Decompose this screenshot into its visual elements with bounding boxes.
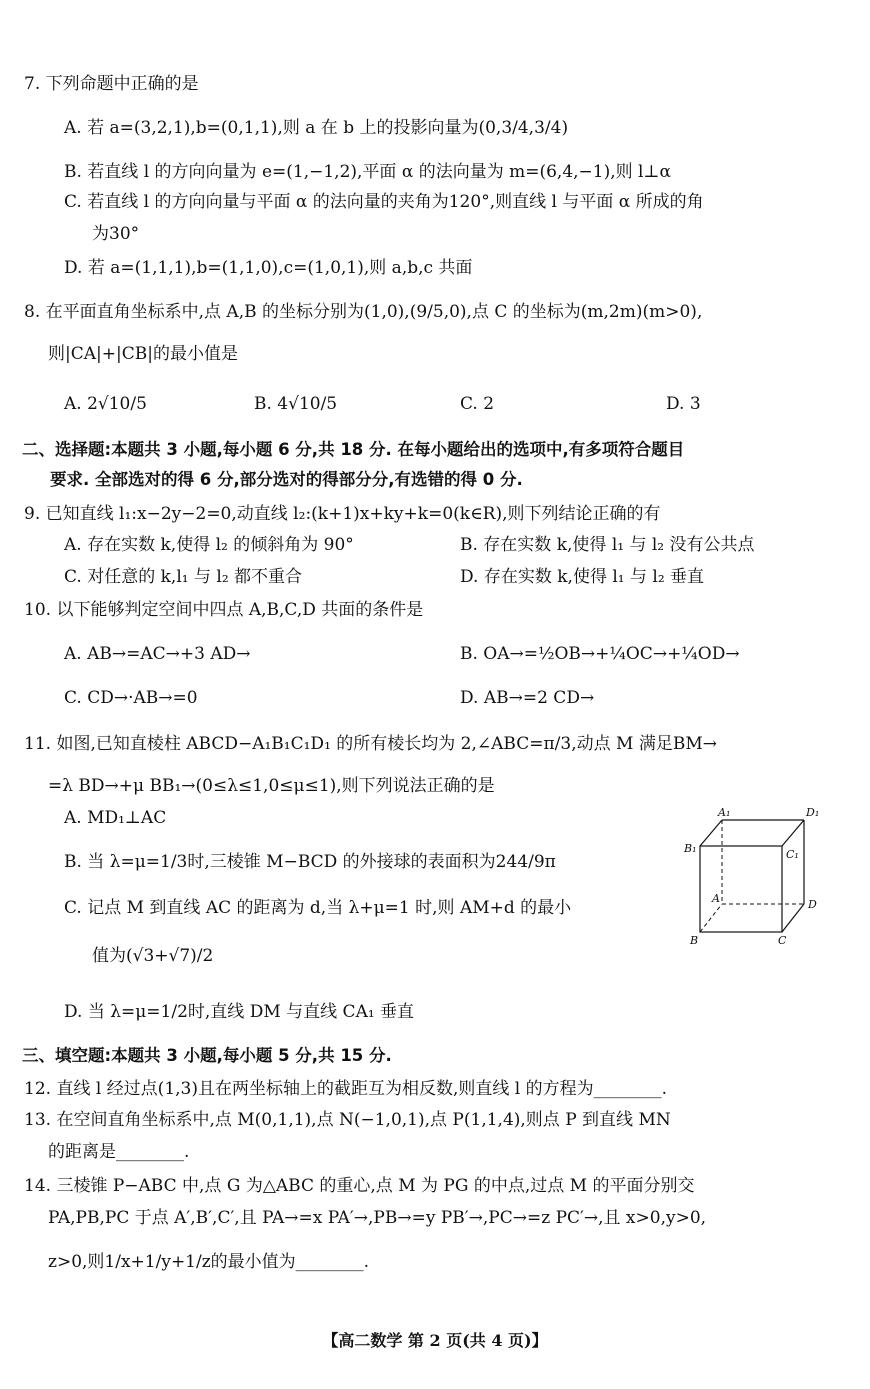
q11-option-d: D. 当 λ=μ=1/2时,直线 DM 与直线 CA₁ 垂直 xyxy=(64,1002,415,1022)
vertex-c-label: C xyxy=(778,934,787,946)
q8-option-b: B. 4√10/5 xyxy=(254,394,338,414)
q9-option-d: D. 存在实数 k,使得 l₁ 与 l₂ 垂直 xyxy=(460,567,705,587)
vertex-a-label: A xyxy=(712,892,720,905)
q7-option-c-cont: 为30° xyxy=(92,224,140,244)
q11-stem: 11. 如图,已知直棱柱 ABCD−A₁B₁C₁D₁ 的所有棱长均为 2,∠ABC=π/3,动点 M 满足BM→ xyxy=(24,734,717,754)
q13-stem-cont: 的距离是________. xyxy=(48,1142,190,1162)
page-footer: 【高二数学 第 2 页(共 4 页)】 xyxy=(322,1331,548,1350)
q7-option-b: B. 若直线 l 的方向向量为 e=(1,−1,2),平面 α 的法向量为 m=(6,4,−1),则 l⊥α xyxy=(64,162,671,182)
q14-stem-cont-1: PA,PB,PC 于点 A′,B′,C′,且 PA→=x PA′→,PB→=y PB′→,PC→=z PC′→,且 x>0,y>0, xyxy=(48,1208,707,1228)
q8-option-a: A. 2√10/5 xyxy=(64,394,147,414)
section-2-heading: 二、选择题:本题共 3 小题,每小题 6 分,共 18 分. 在每小题给出的选项中,有多项符合题目 xyxy=(22,440,685,459)
q11-option-c-cont: 值为(√3+√7)/2 xyxy=(92,946,214,966)
q9-stem: 9. 已知直线 l₁:x−2y−2=0,动直线 l₂:(k+1)x+ky+k=0(k∈R),则下列结论正确的有 xyxy=(24,504,661,524)
q7-option-a: A. 若 a=(3,2,1),b=(0,1,1),则 a 在 b 上的投影向量为(0,3/4,3/4) xyxy=(64,118,569,138)
q10-option-d: D. AB→=2 CD→ xyxy=(460,688,595,708)
q10-option-a: A. AB→=AC→+3 AD→ xyxy=(64,644,251,664)
prism-figure xyxy=(682,806,832,946)
q9-option-a: A. 存在实数 k,使得 l₂ 的倾斜角为 90° xyxy=(64,535,354,555)
q9-option-b: B. 存在实数 k,使得 l₁ 与 l₂ 没有公共点 xyxy=(460,535,755,555)
q12-stem: 12. 直线 l 经过点(1,3)且在两坐标轴上的截距互为相反数,则直线 l 的方程为________. xyxy=(24,1079,668,1099)
vertex-b1-label: B₁ xyxy=(684,842,697,855)
vertex-d-label: D xyxy=(808,898,817,911)
vertex-c1-label: C₁ xyxy=(786,848,799,861)
vertex-d1-label: D₁ xyxy=(806,806,820,819)
section-3-heading: 三、填空题:本题共 3 小题,每小题 5 分,共 15 分. xyxy=(22,1046,392,1065)
q7-option-d: D. 若 a=(1,1,1),b=(1,1,0),c=(1,0,1),则 a,b,c 共面 xyxy=(64,258,473,278)
vertex-a1-label: A₁ xyxy=(718,806,731,819)
q11-option-a: A. MD₁⊥AC xyxy=(64,808,167,828)
q9-option-c: C. 对任意的 k,l₁ 与 l₂ 都不重合 xyxy=(64,567,303,587)
q14-stem-cont-2: z>0,则1/x+1/y+1/z的最小值为________. xyxy=(48,1252,370,1272)
q11-option-c: C. 记点 M 到直线 AC 的距离为 d,当 λ+μ=1 时,则 AM+d 的最小 xyxy=(64,898,572,918)
q11-stem-cont: =λ BD→+μ BB₁→(0≤λ≤1,0≤μ≤1),则下列说法正确的是 xyxy=(48,776,495,796)
q10-option-b: B. OA→=½OB→+¼OC→+¼OD→ xyxy=(460,644,740,664)
q13-stem: 13. 在空间直角坐标系中,点 M(0,1,1),点 N(−1,0,1),点 P(1,1,4),则点 P 到直线 MN xyxy=(24,1110,671,1130)
q8-option-d: D. 3 xyxy=(666,394,701,414)
q11-option-b: B. 当 λ=μ=1/3时,三棱锥 M−BCD 的外接球的表面积为244/9π xyxy=(64,852,556,872)
q10-stem: 10. 以下能够判定空间中四点 A,B,C,D 共面的条件是 xyxy=(24,600,424,620)
q7-stem: 7. 下列命题中正确的是 xyxy=(24,74,199,94)
q14-stem: 14. 三棱锥 P−ABC 中,点 G 为△ABC 的重心,点 M 为 PG 的中点,过点 M 的平面分别交 xyxy=(24,1176,695,1196)
q8-stem: 8. 在平面直角坐标系中,点 A,B 的坐标分别为(1,0),(9/5,0),点 C 的坐标为(m,2m)(m>0), xyxy=(24,302,703,322)
q8-option-c: C. 2 xyxy=(460,394,495,414)
q10-option-c: C. CD→·AB→=0 xyxy=(64,688,198,708)
q7-option-c: C. 若直线 l 的方向向量与平面 α 的法向量的夹角为120°,则直线 l 与平面 α 所成的角 xyxy=(64,192,704,212)
q8-stem-cont: 则|CA|+|CB|的最小值是 xyxy=(48,344,238,364)
section-2-heading-cont: 要求. 全部选对的得 6 分,部分选对的得部分分,有选错的得 0 分. xyxy=(50,470,523,489)
vertex-b-label: B xyxy=(690,934,699,946)
